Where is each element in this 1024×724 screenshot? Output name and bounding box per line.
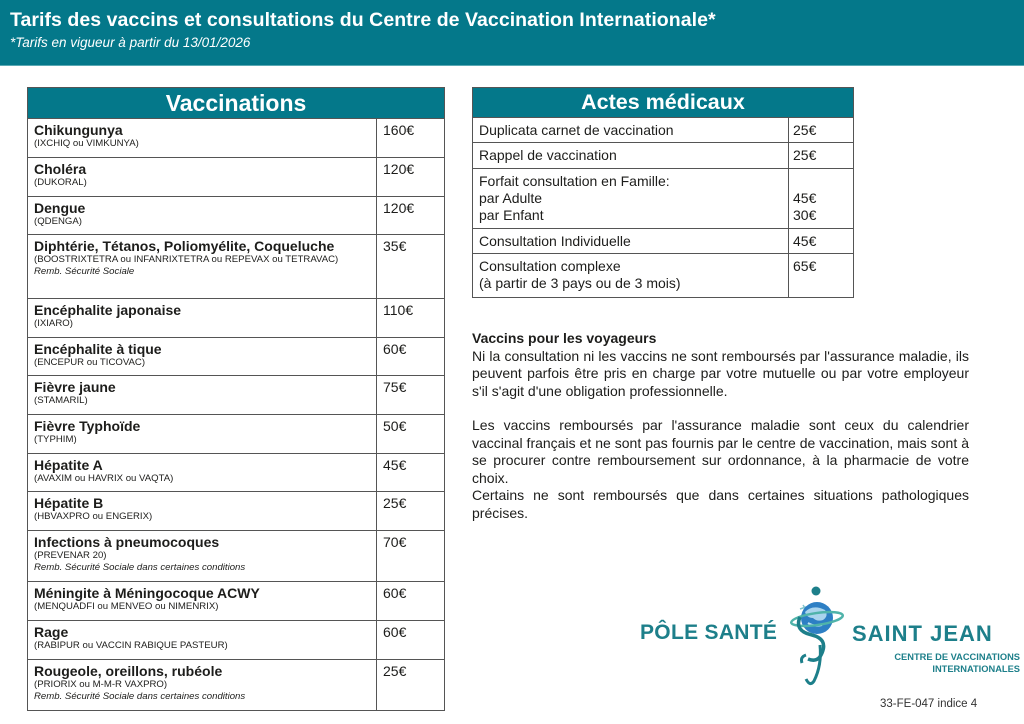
vaccine-brands: (QDENGA) [34, 216, 82, 227]
table-row [28, 621, 445, 660]
vaccine-name: Hépatite B [34, 495, 104, 511]
table-row [473, 143, 854, 169]
acte-label: Duplicata carnet de vaccination [473, 118, 789, 143]
info-paragraph: Ni la consultation ni les vaccins ne sont remboursés par l'assurance maladie, ils peuvent parfois être pris en charge par votre mutuelle ou par votre employeur s'il s'agit d'une obligation professionnelle. [472, 347, 969, 399]
vaccine-cell [28, 338, 377, 376]
acte-price: 25€ [789, 118, 854, 143]
vaccine-cell [28, 454, 377, 492]
vaccine-name: Rage [34, 624, 69, 640]
info-paragraph: Les vaccins remboursés par l'assurance maladie sont ceux du calendrier vaccinal français et ne sont pas fournis par le centre de vaccination, mais sont à se procurer contre remboursement sur ordonnance, à la pharmacie de votre choix. [472, 417, 969, 486]
vaccine-brands: (AVAXIM ou HAVRIX ou VAQTA) [34, 473, 174, 484]
vaccine-cell [28, 621, 377, 660]
table-row [28, 197, 445, 235]
vaccine-price: 45€ [377, 454, 445, 492]
vaccine-brands: (IXIARO) [34, 318, 73, 329]
vaccine-name: Encéphalite japonaise [34, 302, 182, 318]
vaccinations-title: Vaccinations [28, 88, 445, 119]
table-row [473, 169, 854, 229]
vaccine-cell [28, 235, 377, 299]
logo-left-text: PÔLE SANTÉ [640, 621, 778, 644]
vaccine-price: 35€ [377, 235, 445, 299]
acte-price: 45€ [789, 229, 854, 254]
table-row [28, 492, 445, 531]
logo-tagline [852, 651, 1020, 675]
acte-label-group [473, 254, 789, 298]
logo-right-block [852, 621, 1020, 675]
page-title: Tarifs des vaccins et consultations du Centre de Vaccination Internationale* [10, 9, 716, 31]
acte-sublabel: (à partir de 3 pays ou de 3 mois) [479, 275, 681, 291]
acte-label: Forfait consultation en Famille: [479, 173, 670, 189]
table-row [473, 254, 854, 298]
vaccine-price: 60€ [377, 338, 445, 376]
vaccine-name: Rougeole, oreillons, rubéole [34, 663, 223, 679]
vaccine-name: Hépatite A [34, 457, 103, 473]
vaccine-brands: (ENCEPUR ou TICOVAC) [34, 357, 146, 368]
globe-caduceus-icon [790, 585, 846, 687]
acte-label: Consultation complexe [479, 258, 621, 274]
vaccine-price: 110€ [377, 299, 445, 338]
vaccine-brands: (IXCHIQ ou VIMKUNYA) [34, 138, 139, 149]
vaccine-price: 70€ [377, 531, 445, 582]
vaccine-name: Fièvre jaune [34, 379, 116, 395]
logo-pole-sante-saint-jean [640, 585, 1024, 690]
acte-price: 45€ [793, 190, 817, 206]
vaccine-cell [28, 660, 377, 711]
table-row [28, 582, 445, 621]
acte-price-group [789, 169, 854, 229]
vaccine-brands: (PREVENAR 20) [34, 550, 107, 561]
vaccine-cell [28, 299, 377, 338]
logo-tagline-line: INTERNATIONALES [932, 664, 1020, 674]
vaccine-price: 120€ [377, 158, 445, 197]
acte-label-group [473, 169, 789, 229]
info-paragraph: Certains ne sont remboursés que dans certaines situations pathologiques précises. [472, 487, 969, 521]
table-row [28, 338, 445, 376]
table-row [28, 660, 445, 711]
vaccine-cell [28, 415, 377, 454]
vaccinations-table [27, 87, 445, 711]
acte-price: 25€ [789, 143, 854, 169]
table-row [28, 235, 445, 299]
logo-tagline-line: CENTRE DE VACCINATIONS [894, 652, 1020, 662]
info-section [472, 330, 969, 522]
table-row [28, 415, 445, 454]
vaccine-name: Chikungunya [34, 122, 123, 138]
vaccine-brands: (BOOSTRIXTETRA ou INFANRIXTETRA ou REPEVAX ou TETRAVAC) [34, 254, 339, 265]
vaccine-brands: (HBVAXPRO ou ENGERIX) [34, 511, 153, 522]
vaccine-name: Diphtérie, Tétanos, Poliomyélite, Coqueluche [34, 238, 335, 254]
info-heading: Vaccins pour les voyageurs [472, 330, 657, 346]
vaccine-price: 25€ [377, 660, 445, 711]
logo-right-text: SAINT JEAN [852, 621, 993, 646]
acte-sublabel: par Enfant [479, 207, 544, 223]
vaccine-price: 60€ [377, 582, 445, 621]
vaccine-price: 60€ [377, 621, 445, 660]
vaccine-price: 50€ [377, 415, 445, 454]
vaccine-name: Encéphalite à tique [34, 341, 162, 357]
vaccine-cell [28, 492, 377, 531]
vaccine-cell [28, 582, 377, 621]
vaccine-name: Choléra [34, 161, 87, 177]
vaccine-cell [28, 119, 377, 158]
table-row [28, 454, 445, 492]
actes-medicaux-table [472, 87, 854, 298]
table-row [28, 299, 445, 338]
acte-sublabel: par Adulte [479, 190, 543, 206]
vaccine-price: 75€ [377, 376, 445, 415]
acte-label: Consultation Individuelle [473, 229, 789, 254]
document-reference: 33-FE-047 indice 4 [880, 698, 978, 710]
table-row [28, 531, 445, 582]
acte-price: 30€ [793, 207, 817, 223]
table-row [28, 119, 445, 158]
actes-title: Actes médicaux [473, 88, 854, 118]
table-row [28, 376, 445, 415]
vaccine-brands: (DUKORAL) [34, 177, 87, 188]
table-row [473, 229, 854, 254]
vaccine-cell [28, 158, 377, 197]
vaccine-name: Méningite à Méningocoque ACWY [34, 585, 260, 601]
vaccine-brands: (PRIORIX ou M-M-R VAXPRO) [34, 679, 168, 690]
vaccine-cell [28, 197, 377, 235]
vaccine-name: Infections à pneumocoques [34, 534, 220, 550]
vaccine-cell [28, 531, 377, 582]
vaccine-price: 25€ [377, 492, 445, 531]
vaccine-reimbursement-note: Remb. Sécurité Sociale [34, 265, 135, 277]
vaccine-price: 120€ [377, 197, 445, 235]
vaccine-name: Dengue [34, 200, 86, 216]
vaccine-reimbursement-note: Remb. Sécurité Sociale dans certaines conditions [34, 690, 246, 702]
vaccine-brands: (TYPHIM) [34, 434, 77, 445]
vaccine-cell [28, 376, 377, 415]
acte-label: Rappel de vaccination [473, 143, 789, 169]
vaccine-price: 160€ [377, 119, 445, 158]
table-row [473, 118, 854, 143]
vaccine-brands: (MENQUADFI ou MENVEO ou NIMENRIX) [34, 601, 219, 612]
table-row [28, 158, 445, 197]
vaccine-name: Fièvre Typhoïde [34, 418, 141, 434]
vaccine-brands: (RABIPUR ou VACCIN RABIQUE PASTEUR) [34, 640, 228, 651]
vaccine-brands: (STAMARIL) [34, 395, 88, 406]
page-subtitle: *Tarifs en vigueur à partir du 13/01/2026 [10, 35, 251, 50]
vaccine-reimbursement-note: Remb. Sécurité Sociale dans certaines conditions [34, 561, 246, 573]
header-banner [0, 0, 1024, 66]
acte-price: 65€ [789, 254, 854, 298]
